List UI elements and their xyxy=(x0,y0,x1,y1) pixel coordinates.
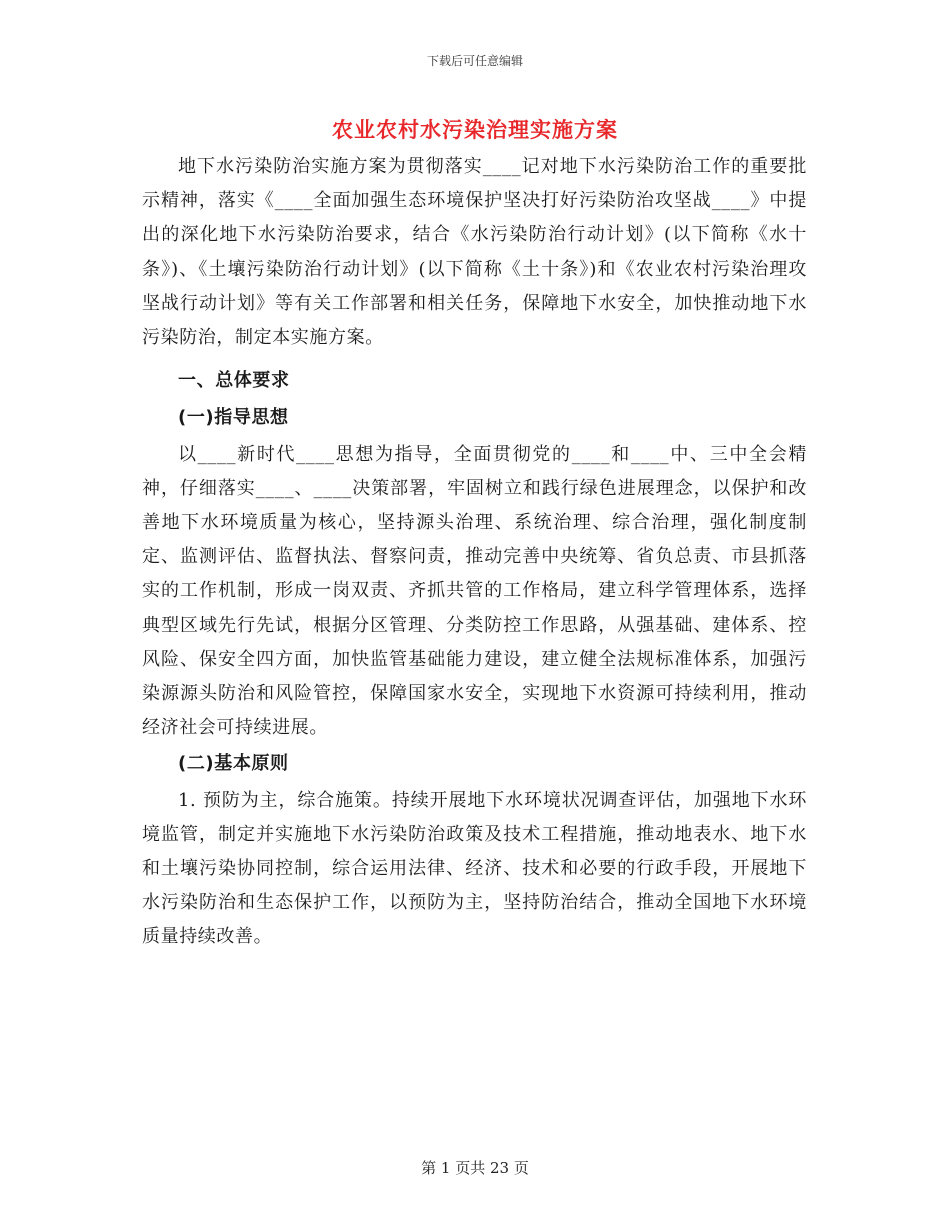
page-header: 下载后可任意编辑 xyxy=(426,54,523,68)
document-title: 农业农村水污染治理实施方案 xyxy=(332,117,618,142)
subsection-heading-basic-principles: (二)基本原则 xyxy=(178,753,289,775)
document-body xyxy=(142,150,807,955)
subsection-heading-guiding-ideology: (一)指导思想 xyxy=(178,407,289,429)
page-number: 第 1 页共 23 页 xyxy=(421,1159,529,1177)
intro-paragraph: 地下水污染防治实施方案为贯彻落实____记对地下水污染防治工作的重要批示精神，落实《____全面加强生态环境保护坚决打好污染防治攻坚战____》中提出的深化地下水污染防治要求，结合《水污染防治行动计划》(以下简称《水十条》)、《土壤污染防治行动计划》(以下简称《土十条》)和《农业农村污染治理攻坚战行动计划》等有关工作部署和相关任务，保障地下水安全，加快推动地下水污染防治，制定本实施方案。 xyxy=(142,156,807,349)
section-heading-general-requirements: 一、总体要求 xyxy=(178,370,290,392)
guiding-ideology-paragraph: 以____新时代____思想为指导，全面贯彻党的____和____中、三中全会精神，仔细落实____、____决策部署，牢固树立和践行绿色进展理念，以保护和改善地下水环境质量为核心，坚持源头治理、系统治理、综合治理，强化制度制定、监测评估、监督执法、督察问责，推动完善中央统筹、省负总责、市县抓落实的工作机制，形成一岗双责、齐抓共管的工作格局，建立科学管理体系，选择典型区域先行先试，根据分区管理、分类防控工作思路，从强基础、建体系、控风险、保安全四方面，加快监管基础能力建设，建立健全法规标准体系，加强污染源源头防治和风险管控，保障国家水安全，实现地下水资源可持续利用，推动经济社会可持续进展。 xyxy=(142,443,807,739)
principle-1-paragraph: 1. 预防为主，综合施策。持续开展地下水环境状况调查评估，加强地下水环境监管，制定并实施地下水污染防治政策及技术工程措施，推动地表水、地下水和土壤污染协同控制，综合运用法律、经济、技术和必要的行政手段，开展地下水污染防治和生态保护工作，以预防为主，坚持防治结合，推动全国地下水环境质量持续改善。 xyxy=(142,789,807,948)
